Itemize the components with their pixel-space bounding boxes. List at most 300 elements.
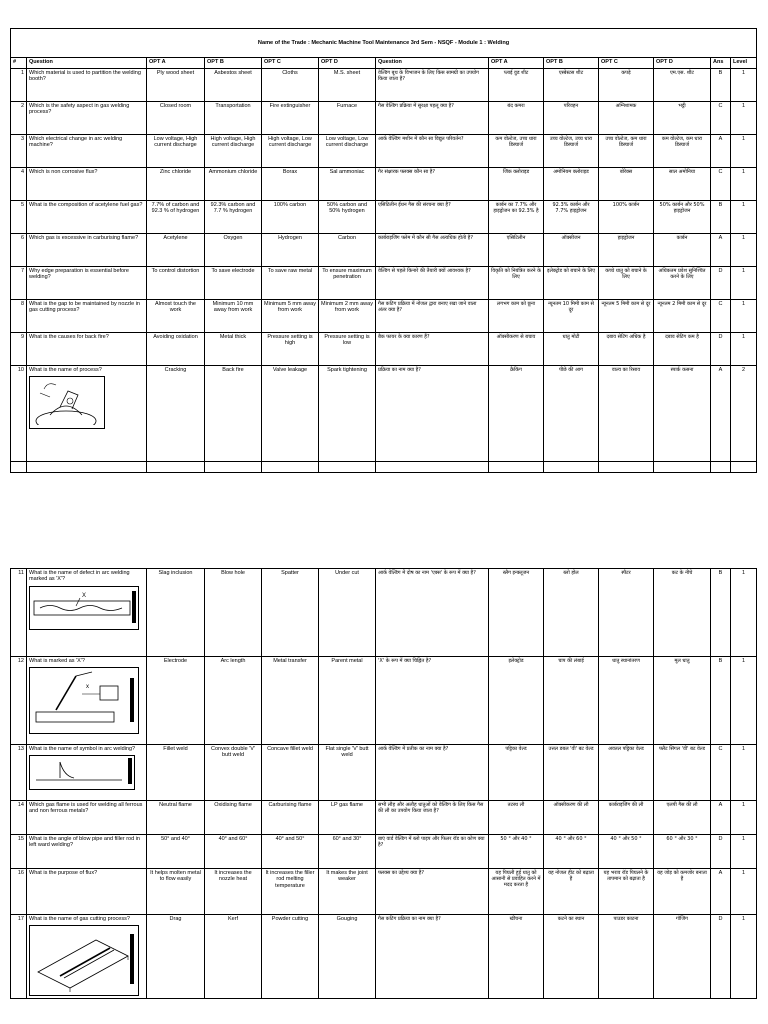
question-text: Which is the safety aspect in gas welding process? — [29, 103, 130, 116]
option-c-hindi-cell — [599, 333, 654, 366]
option-d-hindi: 50% कार्बन और 50% हाइड्रोजन — [659, 202, 705, 215]
question-text: What is the purpose of flux? — [29, 870, 98, 876]
option-d-cell — [319, 69, 376, 102]
option-a-cell — [147, 168, 205, 201]
option-c-cell — [262, 745, 319, 801]
option-d: Gouging — [336, 916, 358, 922]
option-b-hindi-cell — [544, 300, 599, 333]
question-number: 3 — [20, 136, 24, 142]
option-c-hindi-cell — [599, 569, 654, 657]
option-a-cell — [147, 300, 205, 333]
option-c: To save raw metal — [267, 268, 313, 274]
column-header: Level — [731, 58, 757, 69]
answer: B — [718, 658, 723, 664]
option-c-cell — [262, 869, 319, 915]
question-number: 5 — [20, 202, 24, 208]
level-cell — [731, 333, 757, 366]
option-c-hindi-cell — [599, 300, 654, 333]
option-a-cell — [147, 366, 205, 462]
option-c-cell — [262, 234, 319, 267]
option-b: Convex double 'V' butt weld — [211, 746, 255, 759]
question-text-hindi: बाएं वार्ड वेल्डिंग में ब्लो पाइप और फिलर रॉड का कोण क्या है? — [378, 836, 485, 849]
question-number-cell — [11, 657, 27, 745]
option-a-cell — [147, 333, 205, 366]
level-cell — [731, 569, 757, 657]
option-a-hindi-cell — [489, 300, 544, 333]
option-c: Fire extinguisher — [269, 103, 311, 109]
answer: A — [718, 235, 723, 241]
table-row — [11, 102, 757, 135]
level-cell — [731, 366, 757, 462]
question-number-cell — [11, 745, 27, 801]
option-a-hindi: कार्बन का 7.7% और हाइड्रोजन का 92.3% है — [493, 202, 539, 215]
option-b-cell — [205, 569, 262, 657]
option-c-cell — [262, 657, 319, 745]
question-text-hindi-cell — [376, 102, 489, 135]
answer-cell — [711, 135, 731, 168]
option-c-hindi-cell — [599, 69, 654, 102]
option-b-hindi-cell — [544, 657, 599, 745]
question-number: 1 — [20, 70, 24, 76]
option-d-hindi: स्पार्क कसना — [670, 367, 694, 373]
answer: D — [718, 836, 723, 842]
option-a: Zinc chloride — [159, 169, 192, 175]
option-b-cell — [205, 234, 262, 267]
option-d: Pressure setting is low — [324, 334, 370, 347]
level: 1 — [741, 746, 746, 752]
option-b-hindi: धातु मोटी — [562, 334, 580, 340]
question-number: 16 — [17, 870, 24, 876]
answer-cell — [711, 569, 731, 657]
table-row — [11, 657, 757, 745]
option-c-hindi-cell — [599, 201, 654, 234]
option-d: To ensure maximum penetration — [322, 268, 372, 281]
option-a-hindi-cell — [489, 835, 544, 869]
answer-cell — [711, 366, 731, 462]
question-number: 9 — [20, 334, 24, 340]
question-number-cell — [11, 801, 27, 835]
option-a-hindi-cell — [489, 569, 544, 657]
option-d-hindi-cell — [654, 201, 711, 234]
option-d-cell — [319, 657, 376, 745]
answer: C — [718, 746, 723, 752]
option-b-cell — [205, 300, 262, 333]
option-c-hindi: दबाव सेटिंग अधिक है — [606, 334, 646, 340]
option-d-hindi-cell — [654, 300, 711, 333]
question-text-hindi: गैर संक्षारक फ्लक्स कौन सा है? — [378, 169, 436, 175]
question-text-cell — [27, 569, 147, 657]
table-row — [11, 915, 757, 999]
option-b-cell — [205, 333, 262, 366]
level-cell — [731, 745, 757, 801]
question-text-hindi: बैक फायर के क्या कारण हैं? — [378, 334, 430, 340]
option-b-hindi-cell — [544, 745, 599, 801]
column-header: OPT A — [489, 58, 544, 69]
option-c: Carburising flame — [268, 802, 312, 808]
question-number: 14 — [17, 802, 24, 808]
option-b-hindi-cell — [544, 366, 599, 462]
option-d-cell — [319, 366, 376, 462]
option-c: Valve leakage — [272, 367, 308, 373]
option-c-hindi: पाउडर काटना — [613, 916, 639, 922]
option-d-hindi-cell — [654, 915, 711, 999]
level: 1 — [742, 268, 746, 274]
option-b-hindi-cell — [544, 801, 599, 835]
option-b-hindi: ऑक्सीकरण की लौ — [553, 802, 589, 808]
answer-cell — [711, 745, 731, 801]
question-text-cell — [27, 135, 147, 168]
option-b: To save electrode — [211, 268, 255, 274]
answer: B — [718, 70, 723, 76]
question-number-cell — [11, 234, 27, 267]
option-c-hindi: न्यूनतम 5 मिमी काम से दूर — [601, 301, 651, 307]
option-a-cell — [147, 745, 205, 801]
question-number-cell — [11, 915, 27, 999]
option-c-hindi: धातु स्थानांतरण — [612, 658, 640, 664]
question-text: What is marked as 'X'? — [29, 658, 85, 664]
option-a-cell — [147, 801, 205, 835]
option-c-cell — [262, 69, 319, 102]
option-d: 60° and 30° — [332, 836, 362, 842]
option-c: High voltage, Low current discharge — [268, 136, 312, 149]
question-text-hindi-cell — [376, 201, 489, 234]
column-header: OPT C — [262, 58, 319, 69]
option-c-cell — [262, 135, 319, 168]
level: 1 — [741, 916, 746, 922]
question-number-cell — [11, 300, 27, 333]
option-a-cell — [147, 102, 205, 135]
question-text-hindi: आर्क वेल्डिंग में प्रतीक का नाम क्या है? — [378, 746, 449, 752]
option-d: Low voltage, Low current discharge — [325, 136, 369, 149]
option-c: 100% carbon — [273, 202, 307, 208]
option-a-cell — [147, 657, 205, 745]
question-number: 8 — [20, 301, 24, 307]
question-number: 2 — [20, 103, 24, 109]
option-b-cell — [205, 869, 262, 915]
option-d: Flat single 'V' butt weld — [325, 746, 369, 759]
option-a: Ply wood sheet — [156, 70, 195, 76]
option-d-hindi-cell — [654, 869, 711, 915]
option-a-hindi-cell — [489, 267, 544, 300]
option-d: M.S. sheet — [333, 70, 361, 76]
option-b: Blow hole — [221, 570, 245, 576]
answer: A — [718, 802, 723, 808]
question-text-hindi-cell — [376, 300, 489, 333]
option-b-hindi-cell — [544, 102, 599, 135]
question-figure-image — [29, 925, 139, 995]
option-a-hindi: कम वोल्टेज, उच्च धारा डिस्चार्ज — [495, 136, 537, 149]
option-b-cell — [205, 915, 262, 999]
option-a: Fillet weld — [163, 746, 188, 752]
question-text: Which material is used to partition the welding booth? — [29, 70, 141, 83]
option-d: It makes the joint weaker — [326, 870, 368, 883]
option-c: 40° and 50° — [275, 836, 305, 842]
option-b: Transportation — [215, 103, 251, 109]
level: 1 — [742, 169, 746, 175]
svg-text:x: x — [86, 684, 89, 691]
option-d-cell — [319, 168, 376, 201]
answer: A — [718, 870, 723, 876]
level: 1 — [742, 136, 746, 142]
option-b-hindi-cell — [544, 135, 599, 168]
option-c: Metal transfer — [273, 658, 307, 664]
table-row — [11, 267, 757, 300]
question-text-cell — [27, 745, 147, 801]
question-text-cell — [27, 234, 147, 267]
table-row — [11, 168, 757, 201]
option-c: Powder cutting — [271, 916, 309, 922]
option-d: Parent metal — [331, 658, 363, 664]
option-d-cell — [319, 201, 376, 234]
answer-cell — [711, 915, 731, 999]
option-d-hindi-cell — [654, 168, 711, 201]
option-c-hindi-cell — [599, 366, 654, 462]
level-cell — [731, 201, 757, 234]
question-text-cell — [27, 201, 147, 234]
option-d-cell — [319, 835, 376, 869]
question-text-hindi-cell — [376, 333, 489, 366]
question-text: What is the causes for back fire? — [29, 334, 109, 340]
option-c-hindi: 100% कार्बन — [612, 202, 640, 208]
option-d-hindi-cell — [654, 657, 711, 745]
answer-cell — [711, 102, 731, 135]
option-a: Drag — [169, 916, 182, 922]
option-d-hindi-cell — [654, 366, 711, 462]
option-b-hindi: उच्च वोल्टेज, उच्च धारा डिस्चार्ज — [549, 136, 593, 149]
option-d-cell — [319, 801, 376, 835]
option-b-cell — [205, 745, 262, 801]
question-figure-image — [29, 586, 139, 630]
option-d-hindi: अधिकतम प्रवेश सुनिश्चित करने के लिए — [658, 268, 706, 281]
question-text-hindi: गैस कटिंग प्रक्रिया में नोजल द्वारा बनाए रखा जाने वाला अंतर क्या है? — [378, 301, 477, 314]
option-d-hindi-cell — [654, 135, 711, 168]
option-c-hindi: हाइड्रोजन — [617, 235, 635, 241]
option-a-hindi: इलेक्ट्रोड — [508, 658, 524, 664]
option-b-cell — [205, 267, 262, 300]
option-b: 92.3% carbon and 7.7 % hydrogen — [210, 202, 256, 215]
option-c: Spatter — [281, 570, 299, 576]
option-c-hindi: 40 ° और 50 ° — [610, 836, 642, 842]
option-a-hindi-cell — [489, 201, 544, 234]
question-number: 15 — [17, 836, 24, 842]
question-number: 6 — [20, 235, 24, 241]
table-row — [11, 333, 757, 366]
option-d-hindi: एलपी गैस की लौ — [666, 802, 698, 808]
table-row — [11, 135, 757, 168]
table-row — [11, 234, 757, 267]
question-number-cell — [11, 869, 27, 915]
option-b-hindi: परिवहन — [563, 103, 579, 109]
option-b: Oxidising flame — [214, 802, 252, 808]
column-header: Ans — [711, 58, 731, 69]
answer-cell — [711, 869, 731, 915]
option-b-hindi-cell — [544, 333, 599, 366]
option-d-hindi: कट के नीचे — [671, 570, 693, 576]
question-figure-image — [29, 376, 105, 428]
level-cell — [731, 234, 757, 267]
option-c: Concave fillet weld — [267, 746, 313, 752]
level: 1 — [741, 836, 746, 842]
option-a-cell — [147, 915, 205, 999]
option-b-hindi: अमोनियम क्लोराइड — [553, 169, 589, 175]
option-a-cell — [147, 869, 205, 915]
level: 1 — [742, 70, 746, 76]
option-d-hindi-cell — [654, 234, 711, 267]
option-c-hindi: कच्चे धातु को बचाने के लिए — [605, 268, 647, 281]
question-text-cell — [27, 869, 147, 915]
option-b-hindi-cell — [544, 835, 599, 869]
option-a-cell — [147, 267, 205, 300]
column-header: OPT B — [544, 58, 599, 69]
table-row — [11, 366, 757, 462]
question-text-hindi: आर्क वेल्डिंग मशीन में कौन सा विद्युत परिवर्तन? — [378, 136, 464, 142]
option-c-hindi: अवतल पट्टिका वेल्ड — [608, 746, 644, 752]
option-d-cell — [319, 267, 376, 300]
question-number: 10 — [17, 367, 24, 373]
option-b-hindi-cell — [544, 168, 599, 201]
option-c-hindi: उच्च वोल्टेज, कम धारा डिस्चार्ज — [605, 136, 647, 149]
option-b-cell — [205, 168, 262, 201]
option-d-hindi-cell — [654, 801, 711, 835]
level: 1 — [741, 870, 746, 876]
level-cell — [731, 267, 757, 300]
option-b-hindi: इलेक्ट्रोड को बचाने के लिए — [547, 268, 595, 274]
option-b-hindi-cell — [544, 69, 599, 102]
option-d: LP gas flame — [330, 802, 363, 808]
answer-cell — [711, 168, 731, 201]
question-number: 4 — [20, 169, 24, 175]
option-a-hindi: पट्टिका वेल्ड — [505, 746, 527, 752]
option-c-cell — [262, 267, 319, 300]
option-c-hindi-cell — [599, 234, 654, 267]
option-d: Carbon — [337, 235, 357, 241]
option-c: Borax — [282, 169, 298, 175]
option-a-hindi: स्लैग इन्क्लूजन — [502, 570, 530, 576]
option-a-hindi: क्रैकिंग — [510, 367, 522, 373]
option-d-cell — [319, 915, 376, 999]
option-b-hindi: 40 ° और 60 ° — [555, 836, 587, 842]
option-c-cell — [262, 569, 319, 657]
level: 1 — [742, 235, 746, 241]
option-c-hindi-cell — [599, 745, 654, 801]
level: 2 — [742, 367, 746, 373]
level-cell — [731, 801, 757, 835]
option-b: Oxygen — [223, 235, 243, 241]
option-a-cell — [147, 835, 205, 869]
option-a-hindi: तटस्थ लौ — [507, 802, 525, 808]
question-number: 12 — [17, 658, 24, 664]
option-a-hindi: एसिटिलीन — [506, 235, 526, 241]
answer-cell — [711, 267, 731, 300]
option-a-hindi: प्लाई वुड शीट — [503, 70, 529, 76]
table-row — [11, 201, 757, 234]
option-b-cell — [205, 801, 262, 835]
answer-cell — [711, 657, 731, 745]
question-text-cell — [27, 333, 147, 366]
answer: D — [718, 334, 723, 340]
option-d-hindi-cell — [654, 69, 711, 102]
option-c-hindi-cell — [599, 168, 654, 201]
option-d: Furnace — [336, 103, 358, 109]
option-b-hindi: उत्तल डबल 'वी' बट वेल्ड — [548, 746, 594, 752]
option-d-hindi-cell — [654, 569, 711, 657]
option-a-hindi: यह पिघली हुई धातु को आसानी से प्रवाहित करने में मदद करता है — [491, 870, 541, 889]
option-d-hindi: 60 ° और 30 ° — [666, 836, 698, 842]
question-number-cell — [11, 366, 27, 462]
option-c: Hydrogen — [278, 235, 302, 241]
question-number-cell — [11, 135, 27, 168]
answer: D — [718, 268, 723, 274]
column-header: OPT C — [599, 58, 654, 69]
question-text-hindi-cell — [376, 366, 489, 462]
column-header: OPT B — [205, 58, 262, 69]
sheet-page-2 — [10, 568, 756, 999]
option-d-hindi-cell — [654, 333, 711, 366]
question-number: 17 — [17, 916, 24, 922]
question-text-hindi: कार्बराइजिंग फ्लेम में कौन सी गैस अत्यधिक होती है? — [378, 235, 473, 241]
level: 1 — [741, 658, 746, 664]
option-a: Closed room — [159, 103, 192, 109]
question-text-cell — [27, 835, 147, 869]
level-cell — [731, 835, 757, 869]
option-a-hindi: बंद कमरा — [507, 103, 525, 109]
sheet-page-1 — [10, 28, 756, 473]
option-b-hindi: न्यूनतम 10 मिमी काम से दूर — [548, 301, 594, 314]
question-text-hindi: फ्लक्स का उद्देश्य क्या है? — [378, 870, 425, 876]
option-c-hindi: बोरेक्स — [619, 169, 633, 175]
table-row — [11, 69, 757, 102]
question-text-hindi: गैस कटिंग प्रक्रिया का नाम क्या है? — [378, 916, 441, 922]
table-row — [11, 745, 757, 801]
question-number: 11 — [18, 570, 24, 576]
option-a: Electrode — [163, 658, 188, 664]
question-text: Why edge preparation is essential before welding? — [29, 268, 129, 281]
option-a: Neutral flame — [159, 802, 192, 808]
question-text: What is the composition of acetylene fuel gas? — [29, 202, 143, 208]
option-a: It helps molten metal to flow easily — [150, 870, 201, 883]
option-a: To control distortion — [151, 268, 200, 274]
question-text: Which gas flame is used for welding all ferrous and non ferrous metals? — [29, 802, 143, 815]
question-text-cell — [27, 69, 147, 102]
option-b-hindi-cell — [544, 234, 599, 267]
option-c-hindi-cell — [599, 801, 654, 835]
option-a-cell — [147, 569, 205, 657]
answer-cell — [711, 69, 731, 102]
option-c-hindi-cell — [599, 869, 654, 915]
question-text-hindi: वेल्डिंग बूथ के विभाजन के लिए किस सामग्री का उपयोग किया जाता है? — [378, 70, 479, 83]
option-a-hindi: जिंक क्लोराइड — [502, 169, 530, 175]
question-number-cell — [11, 69, 27, 102]
question-number-cell — [11, 168, 27, 201]
option-c-cell — [262, 333, 319, 366]
option-c-cell — [262, 168, 319, 201]
option-b-cell — [205, 102, 262, 135]
question-text: Which gas is excessive in carburising flame? — [29, 235, 139, 241]
answer-cell — [711, 333, 731, 366]
option-a-hindi-cell — [489, 135, 544, 168]
option-a: Slag inclusion — [158, 570, 193, 576]
question-table-1 — [10, 28, 757, 473]
level-cell — [731, 300, 757, 333]
level: 1 — [742, 334, 746, 340]
question-text-hindi-cell — [376, 135, 489, 168]
header-row — [11, 58, 757, 69]
option-c-hindi: स्पैटर — [621, 570, 631, 576]
option-a: Low voltage, High current discharge — [153, 136, 198, 149]
option-d: Under cut — [335, 570, 359, 576]
answer-cell — [711, 801, 731, 835]
answer: C — [718, 301, 723, 307]
